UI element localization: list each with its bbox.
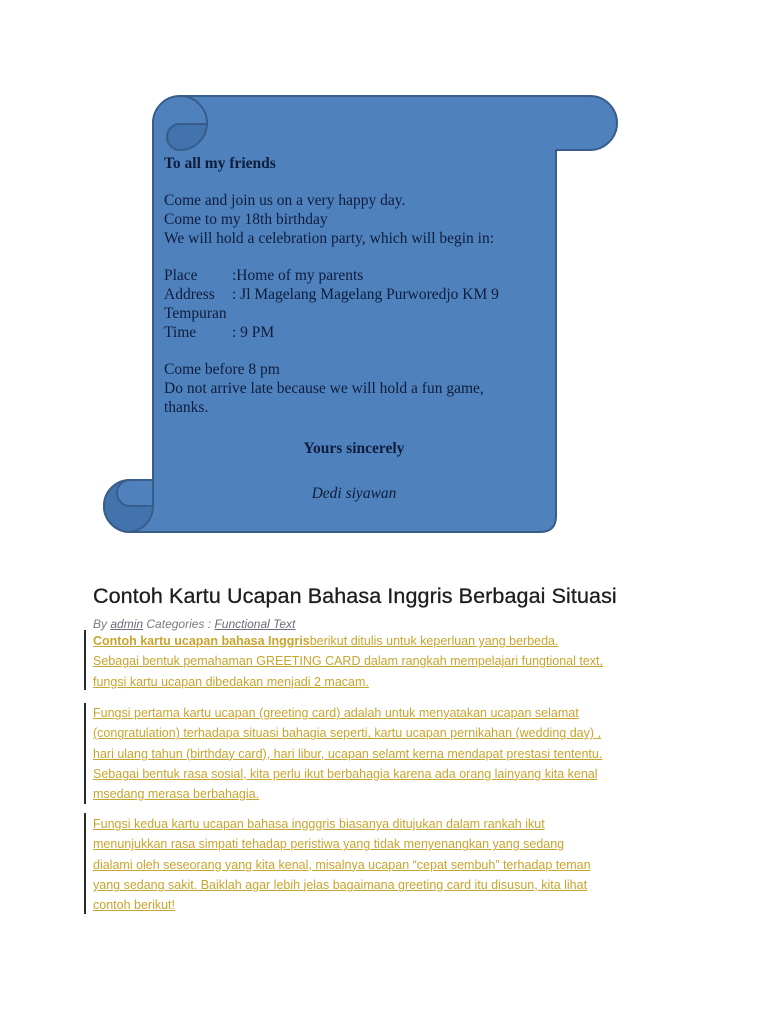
article-header (93, 584, 693, 631)
note-line: thanks. (164, 399, 209, 416)
article-meta (93, 617, 693, 631)
paragraph-3 (93, 814, 693, 915)
place-label: Place (164, 267, 198, 284)
place-value: :Home of my parents (232, 267, 364, 284)
by-label: By (93, 617, 108, 631)
blockquote-bar (84, 813, 86, 914)
address-value: : Jl Magelang Magelang Purworedjo KM 9 (232, 286, 499, 303)
lead-link[interactable]: Contoh kartu ucapan bahasa Inggris (93, 634, 310, 648)
time-value: : 9 PM (232, 324, 275, 341)
para-line[interactable]: dialami oleh seseorang yang kita kenal, misalnya ucapan “cepat sembuh” terhadap teman (93, 857, 591, 872)
category-link[interactable]: Functional Text (214, 617, 296, 631)
blockquote-bar (84, 703, 86, 804)
invite-line: Come to my 18th birthday (164, 211, 328, 228)
note-line: Come before 8 pm (164, 361, 280, 378)
address-label: Address (164, 286, 215, 303)
para-line[interactable]: msedang merasa berbahagia. (93, 787, 260, 802)
para-line[interactable]: Fungsi kedua kartu ucapan bahasa ingggris biasanya ditujukan dalam rankah ikut (93, 817, 545, 831)
para-line[interactable]: yang sedang sakit. Baiklah agar lebih jelas bagaimana greeting card itu disusun, kita lihat (93, 877, 588, 892)
invite-line: Come and join us on a very happy day. (164, 192, 406, 209)
closing: Yours sincerely (303, 440, 405, 457)
paragraph-1 (93, 631, 693, 692)
categories-label: Categories : (146, 617, 212, 631)
paragraph-2 (93, 703, 693, 804)
para-line[interactable]: berikut ditulis untuk keperluan yang berbeda. (309, 634, 559, 648)
greeting: To all my friends (164, 155, 276, 172)
article-title: Contoh Kartu Ucapan Bahasa Inggris Berbagai Situasi (93, 584, 617, 608)
para-line[interactable]: Sebagai bentuk pemahaman GREETING CARD dalam rangkah mempelajari fungtional text, (93, 654, 603, 669)
para-line[interactable]: hari ulang tahun (birthday card), hari libur, ucapan selamt kerna mendapat prestasi tententu. (93, 746, 603, 761)
blockquote-bar (84, 630, 86, 690)
author-link[interactable]: admin (110, 617, 144, 631)
invitation-text (164, 154, 544, 417)
para-line[interactable]: contoh berikut! (93, 898, 175, 913)
para-line[interactable]: fungsi kartu ucapan dibedakan menjadi 2 macam. (93, 674, 369, 689)
para-line[interactable]: (congratulation) terhadapa situasi bahagia seperti, kartu ucapan pernikahan (wedding day) , (93, 726, 601, 741)
invite-line: We will hold a celebration party, which will begin in: (164, 230, 495, 247)
para-line[interactable]: menunjukkan rasa simpati tehadap peristiwa yang tidak menyenangkan yang sedang (93, 837, 565, 852)
para-line[interactable]: Sebagai bentuk rasa sosial, kita perlu ikut berbahagia karena ada orang lainyang kita kenal (93, 766, 598, 781)
signature: Dedi siyawan (311, 485, 397, 502)
note-line: Do not arrive late because we will hold a fun game, (164, 380, 484, 397)
para-line[interactable]: Fungsi pertama kartu ucapan (greeting card) adalah untuk menyatakan ucapan selamat (93, 706, 579, 720)
address-cont: Tempuran (164, 305, 227, 322)
time-label: Time (164, 324, 197, 341)
